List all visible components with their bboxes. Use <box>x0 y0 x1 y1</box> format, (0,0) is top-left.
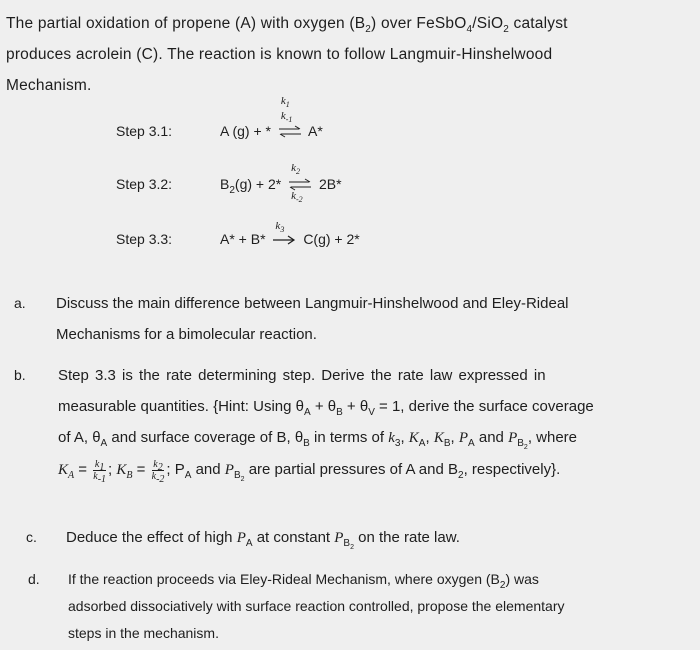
word: with <box>260 15 290 32</box>
question-line: of A, $\theta_A$ and surface coverage of B, $\theta_B$ in terms of $k_3$, $K_A$, $K_B$, $P_A$ and $P_{B_2}$, where <box>58 429 578 451</box>
question-line: measurable quantities. {Hint: Using $\theta_A + \theta_B + \theta_V = 1$, derive the surface coverage <box>58 398 594 418</box>
word: of <box>154 15 168 32</box>
question-body <box>58 360 694 486</box>
question-line: Discuss the main difference between Langmuir-Hinshelwood and Eley-Rideal <box>56 295 569 312</box>
question-letter: b. <box>14 367 26 383</box>
question-body: Deduce the effect of high $P_A$ at constant $P_{B_2}$ on the rate law. <box>66 529 460 551</box>
word: The <box>6 15 34 32</box>
word: over <box>380 15 412 32</box>
step-label: Step 3.3: <box>116 231 173 247</box>
word: FeSbO$_4$/SiO$_2$ <box>416 15 509 36</box>
question-letter: c. <box>26 529 37 545</box>
intro-line-2: produces acrolein (C). The reaction is known to follow Langmuir-Hinshelwood <box>6 46 553 63</box>
question-letter: a. <box>14 295 26 311</box>
question-line: steps in the mechanism. <box>68 625 219 641</box>
word: catalyst <box>513 15 568 32</box>
question-line: $K_A$ = $\frac{k_1}{k_{-1}}$ ; $K_B$ = $\frac{k_2}{k_{-2}}$ ; $P_A$ and $P_{B_2}$ are partial pressures of A and $B_2$, respectively}. <box>58 458 561 485</box>
step-equation: A* + B* $k_3$ C(g) + 2* <box>220 220 360 247</box>
intro-paragraph <box>6 8 690 101</box>
fraction-k1-over-k-1: $\frac{k_1}{k_{-1}}$ <box>93 458 107 485</box>
question-body <box>56 288 696 350</box>
question-line: If the reaction proceeds via Eley-Rideal Mechanism, where oxygen $(B_2)$ was <box>68 571 539 591</box>
intro-line-3: Mechanism. <box>6 77 92 94</box>
question-letter: d. <box>28 571 40 587</box>
word: oxygen <box>293 15 345 32</box>
step-equation: $B_2(g) + 2*$ $k_2$ $k_{-2}$ 2B* <box>220 162 342 205</box>
equilibrium-arrow-icon: $k_2$ $k_{-2}$ <box>287 178 313 192</box>
word: (A) <box>235 15 257 32</box>
fraction-k2-over-k-2: $\frac{k_2}{k_{-2}}$ <box>151 458 165 485</box>
step-equation: A (g) + * $k_1$ $k_{-1}$ A* <box>220 95 323 139</box>
word: $(B_2)$ <box>349 15 377 36</box>
word: partial <box>37 15 82 32</box>
step-label: Step 3.1: <box>116 123 173 139</box>
question-line: adsorbed dissociatively with surface reaction controlled, propose the elementary <box>68 598 565 614</box>
word: oxidation <box>85 15 150 32</box>
question-body <box>68 566 692 647</box>
question-line: Step 3.3 is the rate determining step. Derive the rate law expressed in <box>58 367 546 384</box>
step-label: Step 3.2: <box>116 176 173 192</box>
forward-arrow-icon: $k_3$ <box>271 233 297 247</box>
question-line: Mechanisms for a bimolecular reaction. <box>56 326 317 343</box>
word: propene <box>172 15 231 32</box>
equilibrium-arrow-icon: $k_1$ $k_{-1}$ <box>277 125 303 139</box>
intro-line-1 <box>6 8 690 39</box>
